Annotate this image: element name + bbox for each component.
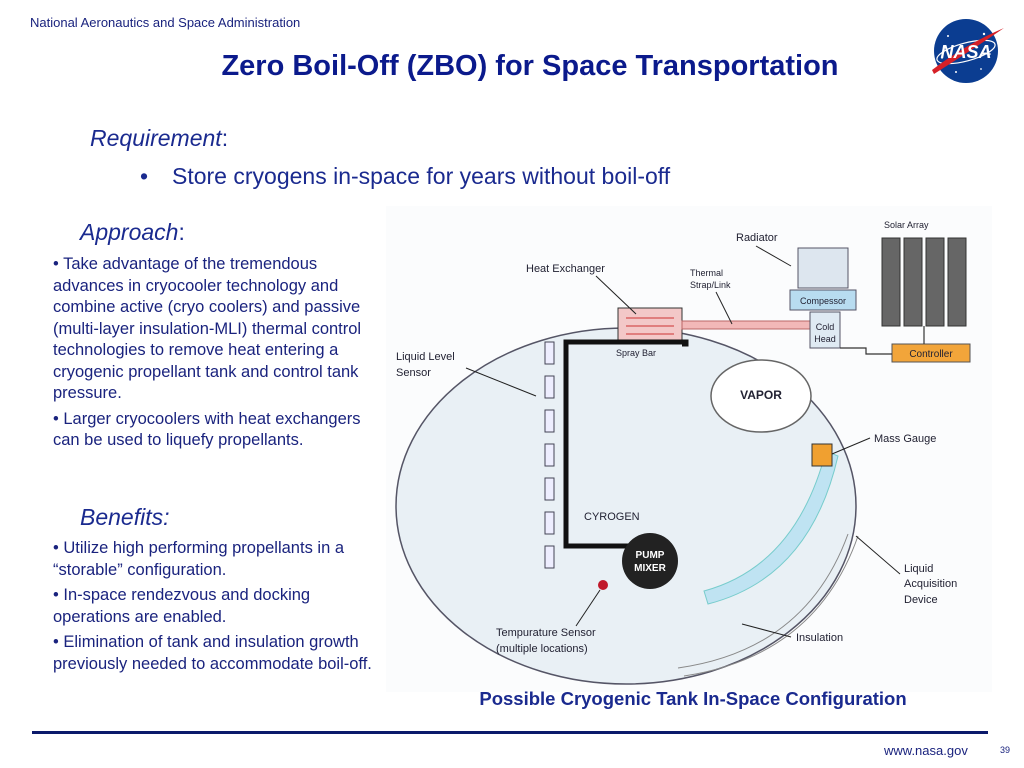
slide-title: Zero Boil-Off (ZBO) for Space Transportation	[221, 50, 839, 82]
benefits-list	[53, 538, 378, 679]
mass-gauge	[812, 444, 832, 466]
requirement-label: Requirement	[90, 125, 222, 151]
lad-label-2: Acquisition	[904, 578, 958, 590]
pump-mixer	[622, 533, 678, 589]
thermal-strap-label-1: Thermal	[690, 268, 724, 278]
lad-label-3: Device	[904, 594, 938, 606]
approach-heading	[80, 219, 185, 246]
liquid-level-label-1: Liquid Level	[396, 351, 455, 363]
radiator	[798, 248, 848, 288]
requirement-bullet	[140, 163, 670, 190]
radiator-label: Radiator	[736, 232, 778, 244]
pump-label-1: PUMP	[635, 550, 665, 561]
controller-label: Controller	[909, 349, 953, 360]
cold-head-label-1: Cold	[815, 322, 835, 332]
temp-sensor-label-1: Tempurature Sensor	[496, 627, 596, 639]
requirement-colon: :	[221, 125, 229, 151]
mass-gauge-label: Mass Gauge	[874, 433, 937, 445]
approach-colon: :	[178, 219, 185, 245]
approach-list	[53, 254, 378, 456]
agency-name: National Aeronautics and Space Administration	[30, 15, 301, 30]
requirement-text: Store cryogens in-space for years without boil-off	[172, 163, 671, 189]
cold-head-label-2: Head	[814, 334, 836, 344]
footer-url[interactable]: www.nasa.gov	[884, 743, 968, 758]
pump-label-2: MIXER	[634, 563, 666, 574]
spray-bar-label: Spray Bar	[616, 348, 657, 358]
approach-item: • Take advantage of the tremendous advances in cryocooler technology and combine active (cryo coolers) and passive (multi-layer insulation-MLI) thermal control technologies to remove heat entering a cryogenic propellant tank and control tank pressure.	[53, 255, 362, 402]
lad-label-1: Liquid	[904, 563, 934, 575]
diagram-caption: Possible Cryogenic Tank In-Space Configuration	[479, 688, 907, 709]
benefits-heading: Benefits:	[80, 504, 170, 530]
thermal-strap-label-2: Strap/Link	[690, 280, 731, 290]
benefit-item: • Utilize high performing propellants in a “storable” configuration.	[53, 539, 345, 579]
page-number: 39	[1000, 745, 1011, 755]
liquid-level-sensor-column	[545, 342, 554, 568]
thermal-strap	[682, 321, 810, 329]
cryogen-label: CYROGEN	[584, 511, 640, 523]
requirement-heading	[90, 125, 228, 152]
benefit-item: • Elimination of tank and insulation growth previously needed to accommodate boil-off.	[53, 633, 372, 673]
vapor-label: VAPOR	[740, 388, 782, 402]
approach-item: • Larger cryocoolers with heat exchangers can be used to liquefy propellants.	[53, 409, 361, 449]
temperature-sensor	[598, 580, 608, 590]
liquid-level-label-2: Sensor	[396, 367, 431, 379]
footer-rule	[32, 731, 988, 734]
compressor-label: Compessor	[799, 296, 847, 306]
benefit-item: • In-space rendezvous and docking operations are enabled.	[53, 586, 311, 626]
approach-label: Approach	[80, 219, 179, 245]
heat-exchanger-label: Heat Exchanger	[526, 263, 605, 275]
nasa-logo-text: NASA	[940, 42, 992, 62]
insulation-label: Insulation	[796, 632, 844, 644]
bullet-mark: •	[140, 163, 149, 189]
temp-sensor-label-2: (multiple locations)	[496, 643, 588, 655]
solar-array-label: Solar Array	[884, 220, 929, 230]
cryogenic-tank-diagram	[386, 206, 992, 692]
